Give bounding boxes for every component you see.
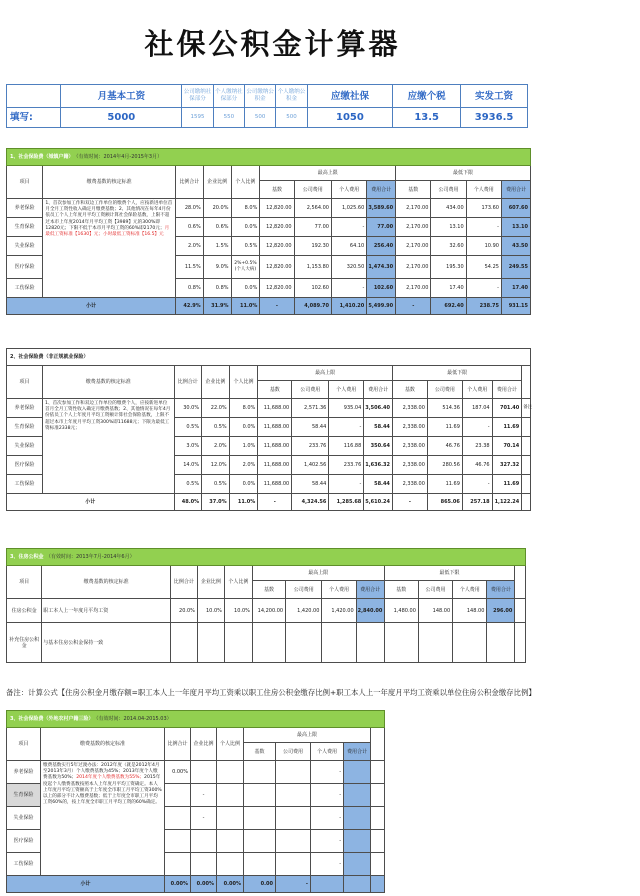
company-ss-label: 公司缴纳社保部分 [182, 85, 213, 108]
net-salary-label: 实发工资 [461, 85, 528, 108]
section-4-note: 缴费基数实行5年过渡办法：2012年度（就是2012年4月至2013年3月）个人缴费基数为45%；2013年度个人缴费基数为50%；2014年度个人缴费基数为55%；2015年度起个人缴费基数按照本人上年度月平均工资确定。本人上年度月平均工资额高于上年度全市职工月平均工资300%以上的部分不计入缴费基数；低于上年度全市职工月平均工资60%的，按上年度全市职工月平均工资的60%确定。 [41, 761, 165, 876]
table-row: 补充住房公积金 与基本住房公积金保持一致 [7, 623, 526, 663]
personal-ss-label: 个人缴纳社保部分 [213, 85, 244, 108]
net-salary-value: 3936.5 [461, 108, 528, 128]
table-row: 住房公积金 职工本人上一年度月平均工资 20.0% 10.0% 10.0% 14,200.00 1,420.00 1,420.00 2,840.00 1,480.00 148.00 148.00 296.00 [7, 599, 526, 623]
section-2-note: 1、首次参加工作和双边工作单位的缴费个人，应按新进单位首月全月工资性收入确定月缴费基数；2、其他情况在每年4月份依员工个人上年度月平均工资额计算社会保险基数，上限不超过本市上年度月平均工资300%即11688元；下限为最低工资标准2338元； [43, 399, 174, 494]
section-2-header: 2、社会保险费（非正规就业保险） [7, 349, 531, 366]
table-row: 失业保险 - - [7, 807, 385, 830]
tax-value: 13.5 [393, 108, 461, 128]
section-4-header: 3、社会保险费（外地农村户籍三险） （有效时间：2014.04-2015.03） [7, 711, 385, 728]
company-ss-value: 1595 [182, 108, 213, 128]
personal-hf-label: 个人缴纳公积金 [276, 85, 307, 108]
tax-label: 应缴个税 [393, 85, 461, 108]
subtotal-row: 小计 48.0% 37.0% 11.0% - 4,324.56 1,285.68 5,610.24 - 865.06 257.18 1,122.24 [7, 494, 531, 511]
table-row: 工伤保险 0.5% 0.5% 0.0% 11,688.00 58.44 - 58.44 2,338.00 11.69 - 11.69 [7, 475, 531, 494]
table-row: 生育保险 0.6% 0.6% 0.0% 12,820.00 77.00 - 77.00 2,170.00 13.10 - 13.10 [7, 218, 531, 237]
page-title: 社保公积金计算器 [144, 27, 401, 61]
table-row: 失业保险 3.0% 2.0% 1.0% 11,688.00 233.76 116.88 350.64 2,338.00 46.76 23.38 70.14 [7, 437, 531, 456]
personal-ss-value: 550 [213, 108, 244, 128]
formula-remark: 备注：计算公式【住房公积金月缴存额=职工本人上一年度月平均工资乘以职工住房公积金缴存比例+职工本人上一年度月平均工资乘以单位住房公积金缴存比例】 [6, 688, 536, 697]
base-salary-input[interactable]: 5000 [61, 108, 182, 128]
summary-table [6, 84, 528, 128]
base-salary-label: 月基本工资 [61, 85, 182, 108]
section-4-table: 3、社会保险费（外地农村户籍三险） （有效时间：2014.04-2015.03） 项目 缴费基数的核定标准 比例合计 企业比例 个人比例 最高上限 基数 公司费用 个人费用 费用合计 养老保险 缴费基数实行5年过渡办法：2012年度（就是2012年4月至2013年3月）个人缴费基数为45%；2013年度个人缴费基数为50%；2014年度个人缴费基数为55%；2015年度起个人缴费基数按照本人上年度月平均工资确定。本人上年度月平均工资额高于上年度全市职工月平均工资300%以上的部分不计入缴费基数；低于上年度全市职工月平均工资60%的，按上年度全市职工月平均工资的60%确定。 0.00% - 生育保险 - - 失业保险 - - 医疗保险 - 工伤保险 - 小计 0.00% 0.00% 0.00% 0.00 - [6, 710, 385, 893]
section-1-note: 1、首次参加工作和双边工作单位的缴费个人，应按新进单位首月全月工资性收入确定月缴费基数；2、其他情况在每年4月份依员工个人上年度月平均工资额计算社会保险基数，上限不超过本市上年度2014年月平均工资【3989】元的300%即12820元；下限不低于本市月平均工资的60%即2170元；月最低工资标准【1630】元；小时最低工资标准【16.5】元 [43, 199, 176, 298]
company-hf-label: 公司缴纳公积金 [245, 85, 276, 108]
subtotal-row: 小计 42.9% 31.9% 11.0% - 4,089.70 1,410.20 5,499.90 - 692.40 238.75 931.15 [7, 298, 531, 315]
section-3-header: 3、住房公积金 （有效时间：2013年7月-2014年6月） [7, 549, 526, 566]
ss-due-value: 1050 [307, 108, 393, 128]
ss-due-label: 应缴社保 [307, 85, 393, 108]
table-row: 失业保险 2.0% 1.5% 0.5% 12,820.00 192.30 64.10 256.40 2,170.00 32.60 10.90 43.50 [7, 237, 531, 256]
table-row: 工伤保险 - [7, 853, 385, 876]
table-row: 医疗保险 14.0% 12.0% 2.0% 11,688.00 1,402.56 233.76 1,636.32 2,338.00 280.56 46.76 327.32 [7, 456, 531, 475]
table-row: 养老保险 缴费基数实行5年过渡办法：2012年度（就是2012年4月至2013年3月）个人缴费基数为45%；2013年度个人缴费基数为50%；2014年度个人缴费基数为55%；2015年度起个人缴费基数按照本人上年度月平均工资确定。本人上年度月平均工资额高于上年度全市职工月平均工资300%以上的部分不计入缴费基数；低于上年度全市职工月平均工资60%的，按上年度全市职工月平均工资的60%确定。 0.00% - [7, 761, 385, 784]
section-3-table: 3、住房公积金 （有效时间：2013年7月-2014年6月） 项目 缴费基数的核定标准 比例合计 企业比例 个人比例 最高上限 最低下限 基数 公司费用 个人费用 费用合计 基数 公司费用 个人费用 费用合计 住房公积金 职工本人上一年度月平均工资 20.0% 10.0% 10.0% 14,200.00 1,420.00 1,420.00 2,840.00 1,480.00 148.00 148.00 296.00 补充住房公积金 与基本住房公积金保持一致 [6, 548, 526, 663]
table-row: 养老保险 1、首次参加工作和双边工作单位的缴费个人，应按新进单位首月全月工资性收入确定月缴费基数；2、其他情况在每年4月份依员工个人上年度月平均工资额计算社会保险基数，上限不超过本市上年度2014年月平均工资【3989】元的300%即12820元；下限不低于本市月平均工资的60%即2170元；月最低工资标准【1630】元；小时最低工资标准【16.5】元 28.0% 20.0% 8.0% 12,820.00 2,564.00 1,025.60 3,589.60 2,170.00 434.00 173.60 607.60 [7, 199, 531, 218]
section-2-table: 2、社会保险费（非正规就业保险） 项目 缴费基数的核定标准 比例合计 企业比例 个人比例 最高上限 最低下限 基数 公司费用 个人费用 费用合计 基数 公司费用 个人费用 费用合计 养老保险 1、首次参加工作和双边工作单位的缴费个人，应按新进单位首月全月工资性收入确定月缴费基数；2、其他情况在每年4月份依员工个人上年度月平均工资额计算社会保险基数，上限不超过本市上年度月平均工资300%即11688元；下限为最低工资标准2338元； 30.0% 22.0% 8.0% 11,688.00 2,571.36 935.04 3,506.40 2,338.00 514.36 187.04 701.40 备注 生育保险 0.5% 0.5% 0.0% 11,688.00 58.44 - 58.44 2,338.00 11.69 - 11.69 失业保险 3.0% 2.0% 1.0% 11,688.00 233.76 116.88 350.64 2,338.00 46.76 23.38 70.14 医疗保险 14.0% 12.0% 2.0% 11,688.00 1,402.56 233.76 1,636.32 2,338.00 280.56 46.76 327.32 工伤保险 0.5% 0.5% 0.0% 11,688.00 58.44 - 58.44 2,338.00 11.69 - 11.69 小计 48.0% 37.0% 11.0% - 4,324.56 1,285.68 5,610.24 - 865.06 257.18 1,122.24 [6, 348, 531, 511]
subtotal-row: 小计 0.00% 0.00% 0.00% 0.00 - [7, 876, 385, 893]
table-row: 医疗保险 11.5% 9.0% 2%+0.5%(个人大病) 12,820.00 1,153.80 320.50 1,474.30 2,170.00 195.30 54.25 249.55 [7, 256, 531, 279]
table-row: 生育保险 - - [7, 784, 385, 807]
section-1-header: 1、社会保险费（城镇户籍） （有效时间：2014年4月-2015年3月） [7, 149, 531, 166]
section-1-table: 1、社会保险费（城镇户籍） （有效时间：2014年4月-2015年3月） 项目 缴费基数的核定标准 比例合计 企业比例 个人比例 最高上限 最低下限 基数 公司费用 个人费用 费用合计 基数 公司费用 个人费用 费用合计 养老保险 1、首次参加工作和双边工作单位的缴费个人，应按新进单位首月全月工资性收入确定月缴费基数；2、其他情况在每年4月份依员工个人上年度月平均工资额计算社会保险基数，上限不超过本市上年度2014年月平均工资【3989】元的300%即12820元；下限不低于本市月平均工资的60%即2170元；月最低工资标准【1630】元；小时最低工资标准【16.5】元 28.0% 20.0% 8.0% 12,820.00 2,564.00 1,025.60 3,589.60 2,170.00 434.00 173.60 607.60 生育保险 0.6% 0.6% 0.0% 12,820.00 77.00 - 77.00 2,170.00 13.10 - 13.10 失业保险 2.0% 1.5% 0.5% 12,820.00 192.30 64.10 256.40 2,170.00 32.60 10.90 43.50 医疗保险 11.5% 9.0% 2%+0.5%(个人大病) 12,820.00 1,153.80 320.50 1,474.30 2,170.00 195.30 54.25 249.55 工伤保险 0.8% 0.8% 0.0% 12,820.00 102.60 - 102.60 2,170.00 17.40 - 17.40 小计 42.9% 31.9% 11.0% - 4,089.70 1,410.20 5,499.90 - 692.40 238.75 931.15 [6, 148, 531, 315]
table-row: 医疗保险 - [7, 830, 385, 853]
table-row: 养老保险 1、首次参加工作和双边工作单位的缴费个人，应按新进单位首月全月工资性收入确定月缴费基数；2、其他情况在每年4月份依员工个人上年度月平均工资额计算社会保险基数，上限不超过本市上年度月平均工资300%即11688元；下限为最低工资标准2338元； 30.0% 22.0% 8.0% 11,688.00 2,571.36 935.04 3,506.40 2,338.00 514.36 187.04 701.40 备注 [7, 399, 531, 418]
table-row: 生育保险 0.5% 0.5% 0.0% 11,688.00 58.44 - 58.44 2,338.00 11.69 - 11.69 [7, 418, 531, 437]
fill-label: 填写: [7, 108, 61, 128]
table-row: 工伤保险 0.8% 0.8% 0.0% 12,820.00 102.60 - 102.60 2,170.00 17.40 - 17.40 [7, 279, 531, 298]
company-hf-value: 500 [245, 108, 276, 128]
personal-hf-value: 500 [276, 108, 307, 128]
